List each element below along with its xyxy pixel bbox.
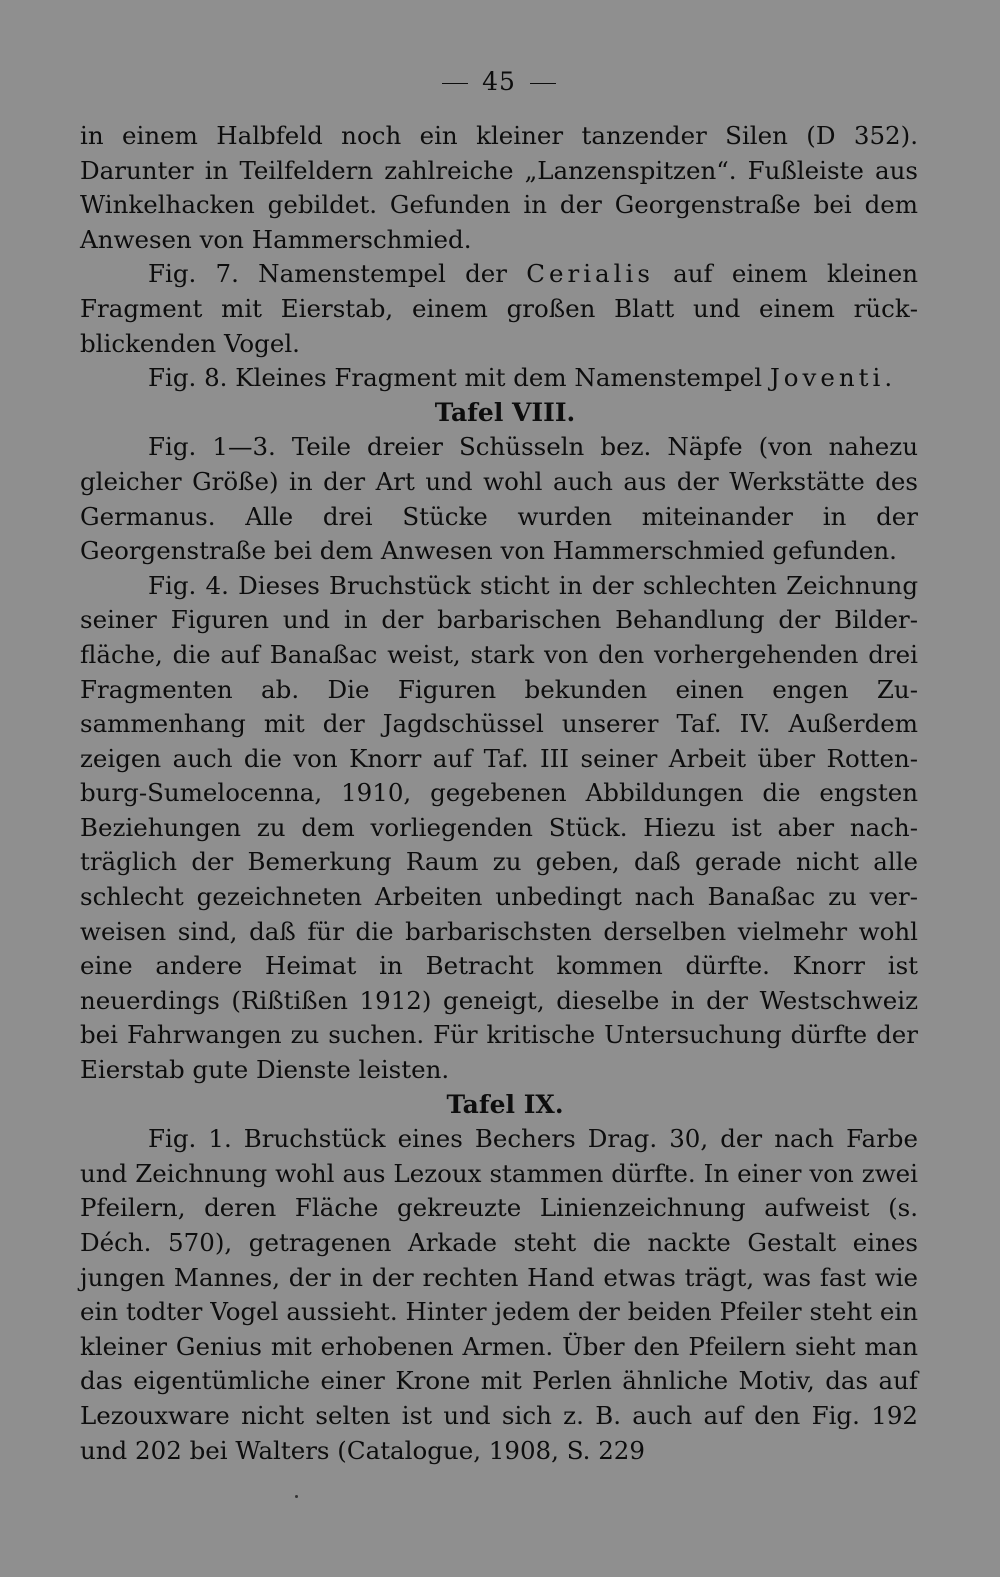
dash-left bbox=[442, 83, 468, 84]
heading-tafel-viii: Tafel VIII. bbox=[434, 397, 576, 427]
fig-7-rest: auf einem kleinen Fragment mit Eierstab, einem großen Blatt und einem rückblickenden Vogel. bbox=[80, 259, 918, 358]
stamp-name-cerialis: Cerialis bbox=[526, 259, 654, 289]
fig-8-rest: . bbox=[884, 363, 893, 393]
stamp-name-joventi: Joventi bbox=[769, 363, 885, 393]
page-number bbox=[80, 66, 918, 98]
dash-right bbox=[530, 83, 556, 84]
paragraph-fig-1: Fig. 1. Bruchstück eines Bechers Drag. 30, der nach Farbe und Zeichnung wohl aus Lezoux stammen dürfte. In einer von zwei Pfeilern, deren Fläche gekreuzte Linienzeichnung aufweist (s. Déch. 570), getragenen Arkade steht die nackte Gestalt eines jungen Mannes, der in der rechten Hand etwas trägt, was fast wie ein todter Vogel aussieht. Hinter jedem der beiden Pfeiler steht ein kleiner Genius mit erhobenen Armen. Über den Pfeilern sieht man das eigentümliche einer Krone mit Perlen ähnliche Motiv, das auf Lezouxware nicht selten ist und sich z. B. auch auf den Fig. 192 und 202 bei Walters (Catalogue, 1908, S. 229 bbox=[80, 1124, 918, 1465]
book-page bbox=[80, 66, 918, 1546]
paragraph-fig-7 bbox=[80, 257, 918, 361]
heading-tafel-ix: Tafel IX. bbox=[446, 1089, 564, 1119]
paragraph-silen: in einem Halbfeld noch ein kleiner tanzender Silen (D 352). Darunter in Teilfeldern zahlreiche „Lanzenspitzen“. Fußleiste aus Winkelhacken gebildet. Gefunden in der Georgenstraße bei dem Anwesen von Hammerschmied. bbox=[80, 121, 918, 254]
page-number-value: 45 bbox=[482, 67, 516, 96]
paragraph-fig-8 bbox=[80, 361, 918, 396]
fig-8-lead: Fig. 8. Kleines Fragment mit dem Namenstempel bbox=[148, 363, 770, 393]
paragraph-fig-4: Fig. 4. Dieses Bruchstück sticht in der schlechten Zeichnung seiner Figuren und in der barbarischen Behandlung der Bilderfläche, die auf Banaßac weist, stark von den vorhergehenden drei Fragmenten ab. Die Figuren bekunden einen engen Zusammenhang mit der Jagdschüssel unserer Taf. IV. Außerdem zeigen auch die von Knorr auf Taf. III seiner Arbeit über Rottenburg-Sumelocenna, 1910, gegebenen Abbildungen die engsten Beziehungen zu dem vorliegenden Stück. Hiezu ist aber nachträglich der Bemerkung Raum zu geben, daß gerade nicht alle schlecht gezeichneten Arbeiten unbedingt nach Banaßac zu verweisen sind, daß für die barbarischsten derselben vielmehr wohl eine andere Heimat in Betracht kommen dürfte. Knorr ist neuerdings (Rißtißen 1912) geneigt, dieselbe in der Westschweiz bei Fahrwangen zu suchen. Für kritische Untersuchung dürfte der Eierstab gute Dienste leisten. bbox=[80, 570, 918, 1085]
print-speck bbox=[295, 1495, 298, 1498]
paragraph-fig-1-3: Fig. 1—3. Teile dreier Schüsseln bez. Näpfe (von nahezu gleicher Größe) in der Art und wohl auch aus der Werkstätte des Germanus. Alle drei Stücke wurden miteinander in der Georgenstraße bei dem Anwesen von Hammerschmied gefunden. bbox=[80, 432, 918, 566]
fig-7-lead: Fig. 7. Namenstempel der bbox=[148, 259, 527, 289]
